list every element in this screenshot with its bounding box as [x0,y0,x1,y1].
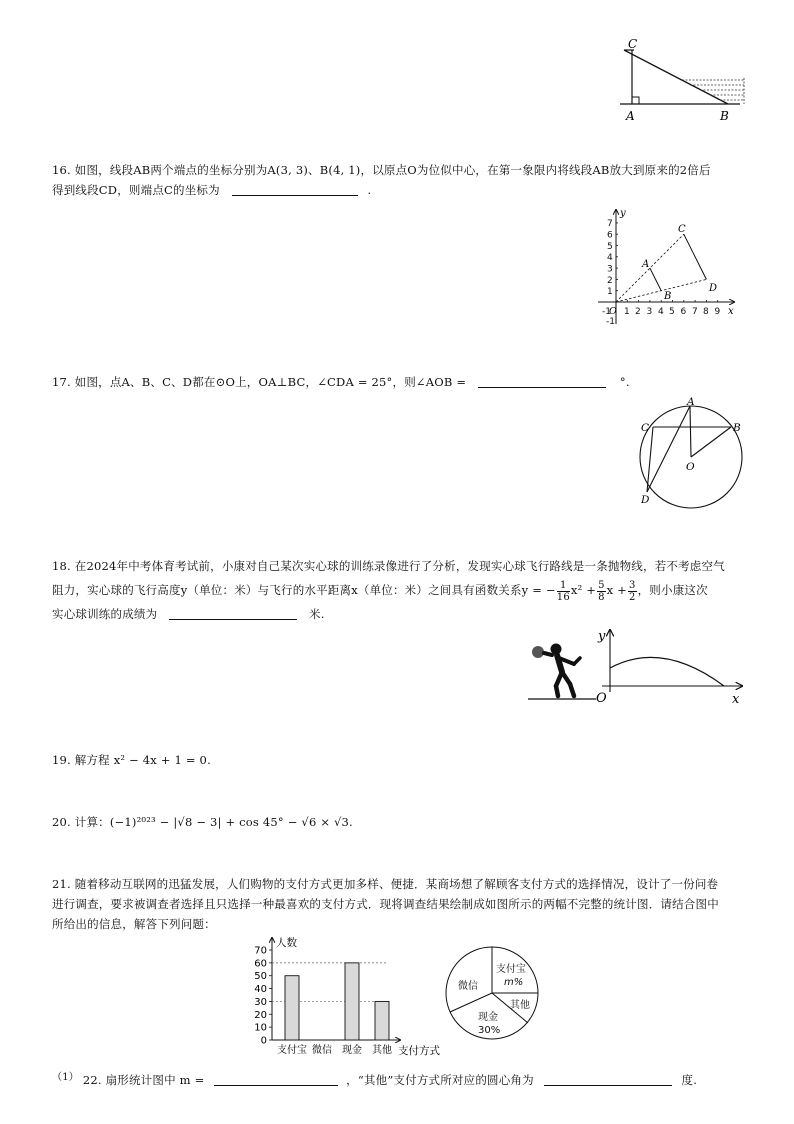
q16-ytick-7: 7 [607,219,613,229]
q15-label-a: A [626,109,635,123]
q18-fraction-2 [597,580,606,603]
q16-ytick-3: 3 [607,264,613,275]
bar-y-tick-label: 30 [254,996,267,1008]
q18-y-axis-label: y [598,629,606,644]
q22-text-b: ，“其他”支付方式所对应的圆心角为 [346,1073,534,1087]
q22-number: 22. [82,1073,102,1087]
q18-answer-blank[interactable] [169,605,297,620]
q16-text-line1: 如图，线段AB两个端点的坐标分别为A(3, 3)、B(4, 1)，以原点O为位似中心，在第一象限内将线段AB放大到原来的2倍后 [74,163,711,177]
q18-x-axis-label: x [732,692,740,707]
q16-xtick-9: 9 [714,307,721,317]
q18-end: 米. [309,607,325,621]
q16-xtick-1: 1 [624,307,630,317]
q17-number: 17. [52,375,71,389]
q15-figure [612,32,752,124]
q18-frac1-num: 1 [557,580,570,592]
q18-line1 [52,554,725,578]
q16-label-b: B [664,291,672,302]
q22-end: 度. [681,1073,698,1087]
q16-y-axis-label: y [620,208,626,219]
q18-figure [594,626,750,708]
q21-number: 21. [52,877,71,891]
q18-fraction-1 [557,580,570,603]
q17-label-a: A [687,396,695,408]
q16-xtick-5: 5 [669,307,675,317]
q18-fraction-3 [628,580,637,603]
q16-label-c: C [678,224,686,235]
q21-line3 [52,912,216,936]
q18-number: 18. [52,559,71,573]
shot-put-ball [532,646,544,658]
q16-ytick-neg1: -1 [606,317,615,327]
pie-chart [444,944,544,1044]
q16-ytick-4: 4 [607,253,613,263]
q16-origin-label: O [609,306,617,317]
q18-text-line2b: x² + [570,583,597,597]
q16-label-d: D [709,283,718,294]
bar-category-label: 现金 [342,1045,362,1056]
q20-text: 计算：(−1)²⁰²³ − |√8 − 3| + cos 45° − √6 × √3. [74,815,353,829]
q19-text: 解方程 x² − 4x + 1 = 0. [74,753,211,767]
q16-xtick-8: 8 [703,307,709,317]
q18-frac1-den: 16 [556,591,570,603]
q16-ytick-6: 6 [607,230,613,241]
bar-category-label: 支付宝 [277,1045,307,1056]
q19-line [52,748,211,772]
q20-number: 20. [52,815,71,829]
q16-xtick-6: 6 [680,307,687,317]
bar-2 [345,963,359,1040]
q16-xtick-7: 7 [692,307,698,317]
q22-m-blank[interactable] [214,1071,338,1086]
q21-text-line2: 进行调查，要求被调查者选择且只选择一种最喜欢的支付方式．现将调查结果绘制成如图所示的两幅不完整的统计图．请结合图中 [52,897,719,911]
bar-y-tick-label: 70 [254,945,267,957]
bar-y-tick-label: 50 [254,971,267,983]
q18-line3 [52,602,325,626]
q16-ytick-1: 1 [607,287,613,297]
q17-figure [632,396,748,512]
q16-ytick-5: 5 [607,242,613,252]
q17-text: 如图，点A、B、C、D都在⊙O上，OA⊥BC，∠CDA = 25°，则∠AOB = [74,375,467,389]
q16-figure [592,206,742,330]
q22-line [52,1066,697,1092]
q17-end: °. [619,375,630,389]
q18-frac2-num: 5 [598,579,605,591]
q16-xtick-4: 4 [658,307,664,317]
q19-number: 19. [52,753,71,767]
q18-frac3-den: 2 [629,591,636,603]
bar-x-axis-title: 支付方式 [398,1045,440,1057]
bar-y-tick-label: 10 [254,1022,267,1034]
q18-text-line2c: x + [606,583,628,597]
q17-label-c: C [641,422,650,434]
q17-label-o: O [686,461,695,473]
bar-y-tick-label: 60 [254,958,267,970]
pie-label-other: 其他 [510,1000,530,1011]
bar-chart [238,932,444,1058]
bar-y-axis-title: 人数 [276,937,297,949]
bar-y-tick-label: 0 [260,1035,267,1047]
q16-ytick-2: 2 [607,276,613,286]
q21-text-line1: 随着移动互联网的迅猛发展，人们购物的支付方式更加多样、便捷．某商场想了解顾客支付方式的选择情况，设计了一份问卷 [74,877,719,891]
q16-xtick-neg1: -1 [602,307,611,317]
q16-xtick-3: 3 [646,307,653,317]
q20-line [52,810,353,834]
q22-text-a: 扇形统计图中 m = [105,1073,205,1087]
pie-value-alipay: m% [504,977,524,988]
q15-label-c: C [628,37,638,51]
q17-label-b: B [733,422,741,434]
q18-frac2-den: 8 [598,591,605,603]
q18-text-line1: 在2024年中考体育考试前，小康对自己某次实心球的训练录像进行了分析，发现实心球飞行路线是一条抛物线，若不考虑空气 [74,559,725,573]
q16-end: . [367,183,372,197]
q22-prefix: （1） [52,1072,79,1083]
q18-frac3-num: 3 [629,579,636,591]
q18-text-line2d: ，则小康这次 [637,583,708,597]
bar-0 [285,976,299,1040]
pie-label-cash: 现金 [478,1012,498,1023]
bar-y-tick-label: 40 [254,984,267,996]
pie-label-wechat: 微信 [458,981,478,992]
thrower-figure [526,636,598,702]
q18-text-line2a: 阻力，实心球的飞行高度y（单位：米）与飞行的水平距离x（单位：米）之间具有函数关系y = − [52,583,556,597]
q16-label-a: A [642,259,650,270]
q17-line [52,370,630,394]
q16-xtick-2: 2 [635,307,641,317]
q21-text-line3: 所给出的信息，解答下列问题： [52,917,216,931]
bar-y-tick-label: 20 [254,1009,267,1021]
q16-x-axis-label: x [728,306,734,317]
bar-3 [375,1001,389,1040]
bar-category-label: 其他 [372,1045,392,1056]
bar-category-label: 微信 [312,1045,332,1056]
pie-value-cash: 30% [478,1025,501,1036]
q16-text-line2: 得到线段CD，则端点C的坐标为 [52,183,220,197]
q18-line2 [52,578,708,603]
q15-label-b: B [720,109,729,123]
q22-angle-blank[interactable] [544,1071,672,1086]
q16-line2 [52,178,371,202]
q18-text-line3: 实心球训练的成绩为 [52,607,158,621]
q16-answer-blank[interactable] [232,181,358,196]
q17-answer-blank[interactable] [478,373,606,388]
q16-number: 16. [52,163,71,177]
q17-label-d: D [641,494,650,506]
pie-label-alipay: 支付宝 [496,964,526,975]
q18-origin-label: O [596,691,607,706]
